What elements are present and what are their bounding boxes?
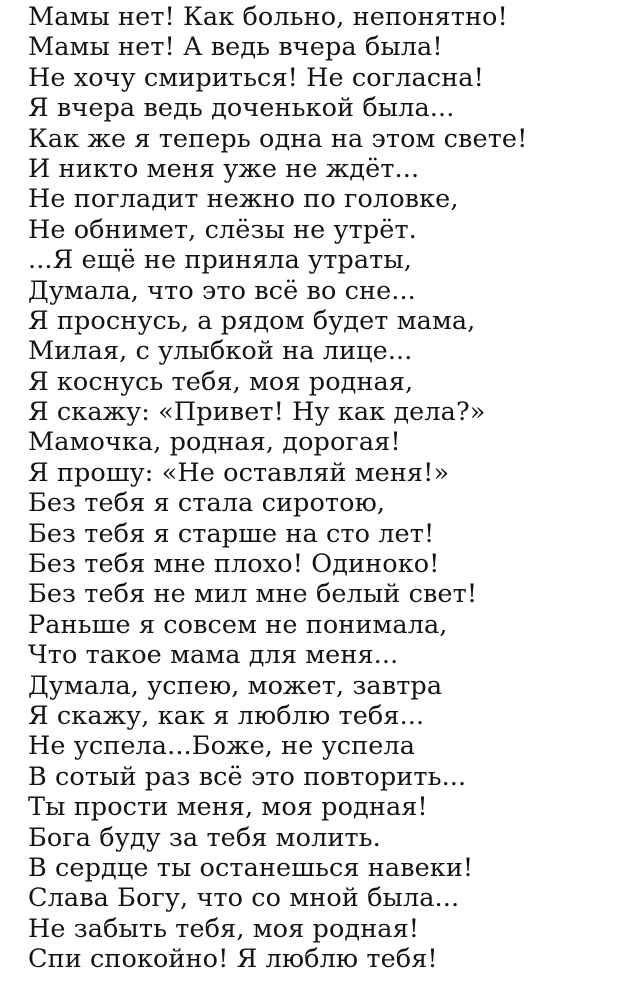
poem-line: Я коснусь тебя, моя родная, (28, 366, 414, 397)
poem-line: Думала, что это всё во сне... (28, 275, 416, 306)
poem-line: Мамы нет! Как больно, непонятно! (28, 2, 508, 32)
poem-line: Не обнимет, слёзы не утрёт. (28, 214, 417, 245)
poem-line: Что такое мама для меня... (28, 640, 399, 671)
poem-line: Милая, с улыбкой на лице... (28, 336, 413, 367)
poem-line: Как же я теперь одна на этом свете! (28, 123, 528, 154)
poem-line: Ты прости меня, моя родная! (28, 792, 428, 823)
poem-line: Я скажу: «Привет! Ну как дела?» (28, 397, 486, 428)
poem-line: И никто меня уже не ждёт... (28, 153, 420, 184)
poem-line: В сердце ты останешься навеки! (28, 852, 474, 883)
poem-line: Не погладит нежно по головке, (28, 184, 459, 215)
poem-line: ...Я ещё не приняла утраты, (28, 245, 412, 276)
poem-line: Я скажу, как я люблю тебя... (28, 700, 425, 731)
poem-line: Раньше я совсем не понимала, (28, 609, 448, 640)
poem-line: Слава Богу, что со мной была... (28, 883, 460, 914)
poem-line: Бога буду за тебя молить. (28, 822, 381, 853)
poem-line: Без тебя я старше на сто лет! (28, 518, 435, 549)
poem-line: В сотый раз всё это повторить... (28, 761, 467, 792)
poem-text (28, 2, 628, 975)
poem-line: Я вчера ведь доченькой была... (28, 93, 455, 124)
poem-line: Без тебя мне плохо! Одиноко! (28, 549, 440, 580)
poem-line: Я проснусь, а рядом будет мама, (28, 305, 476, 336)
poem-line: Не хочу смириться! Не согласна! (28, 62, 484, 93)
poem-line: Я прошу: «Не оставляй меня!» (28, 457, 450, 488)
poem-line: Мамочка, родная, дорогая! (28, 427, 401, 458)
poem-line: Не забыть тебя, моя родная! (28, 913, 420, 944)
poem-line: Без тебя не мил мне белый свет! (28, 579, 478, 610)
poem-line: Не успела...Боже, не успела (28, 731, 416, 762)
poem-line: Мамы нет! А ведь вчера была! (28, 32, 443, 63)
poem-line: Думала, успею, может, завтра (28, 670, 443, 701)
poem-line: Спи спокойно! Я люблю тебя! (28, 944, 438, 975)
poem-line: Без тебя я стала сиротою, (28, 488, 386, 519)
